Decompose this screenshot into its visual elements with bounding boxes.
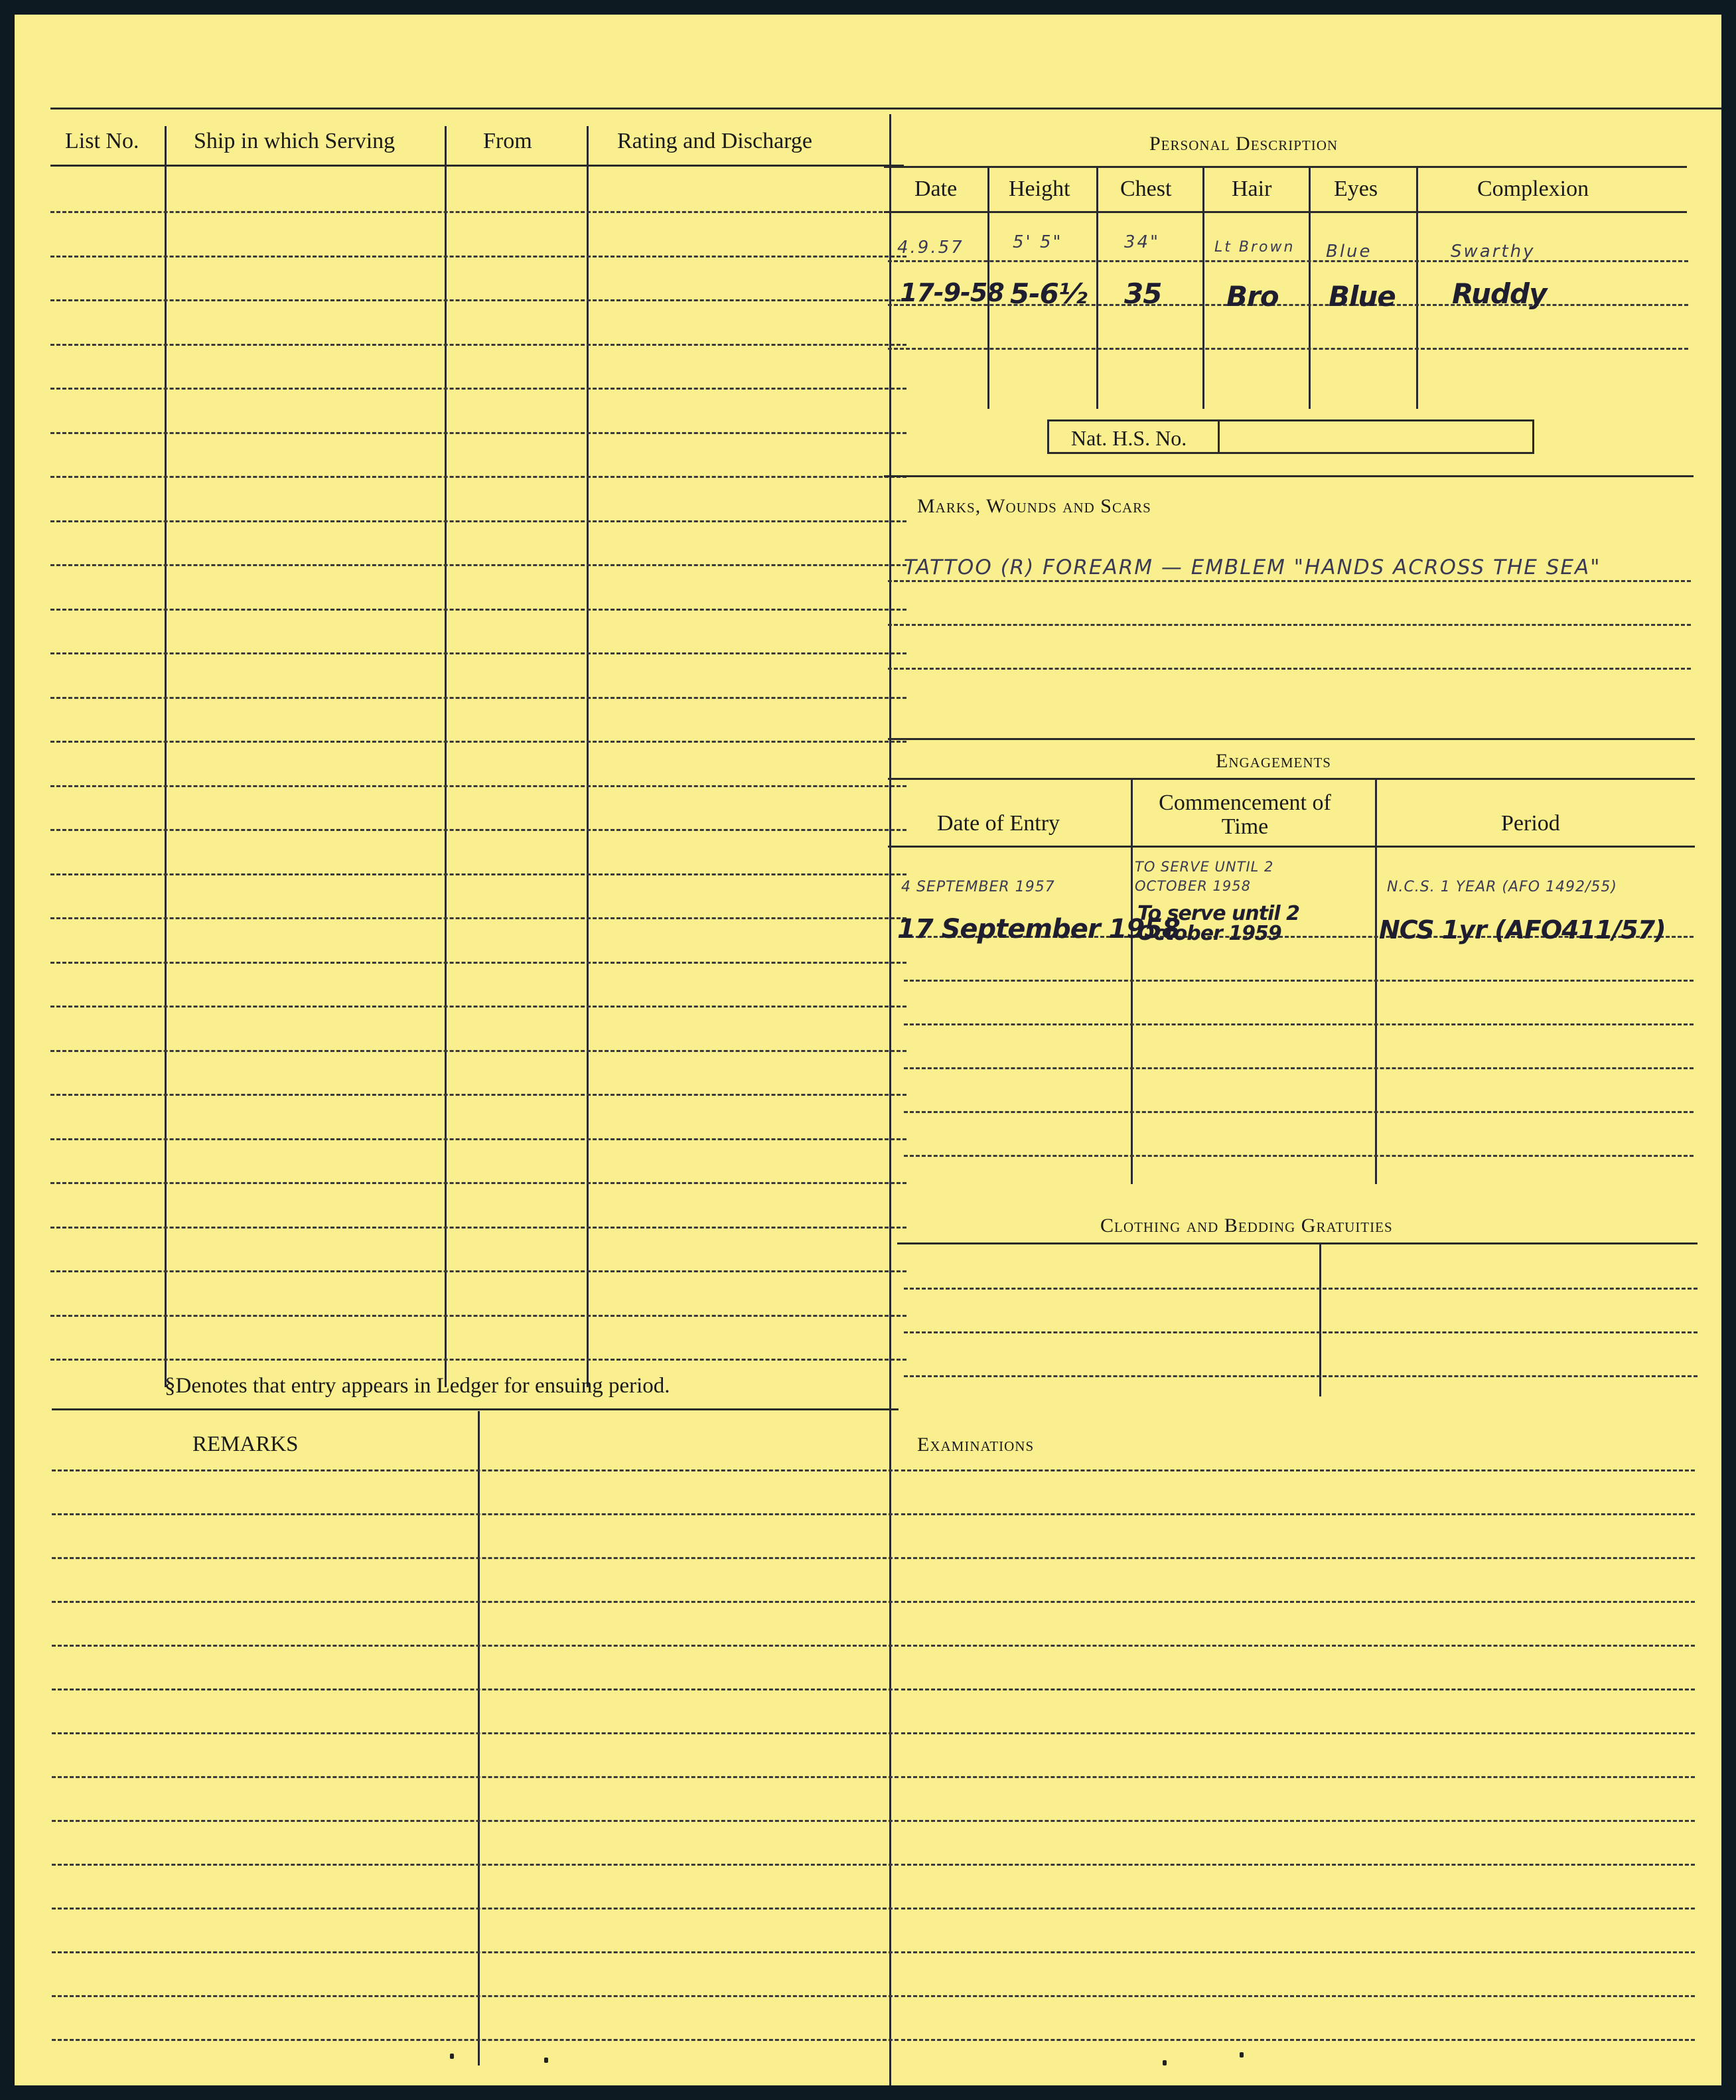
ruled-line [50, 256, 906, 258]
eng-header-period: Period [1501, 811, 1560, 836]
ruled-line [52, 1732, 899, 1734]
clothing-heading: Clothing and Bedding Gratuities [1100, 1215, 1393, 1237]
ruled-line [50, 1006, 906, 1008]
examinations-heading: Examinations [917, 1434, 1035, 1456]
pd-header-hair: Hair [1232, 177, 1272, 201]
ruled-line [52, 1557, 899, 1559]
engagements-heading: Engagements [1216, 750, 1331, 772]
nat-hs-label: Nat. H.S. No. [1071, 426, 1187, 450]
ruled-line [52, 1776, 899, 1778]
ruled-line [50, 1050, 906, 1052]
pd-row2-date: 17-9-58 [900, 278, 1004, 307]
ruled-line [901, 1688, 1695, 1690]
ruled-line [888, 624, 1691, 626]
pd-header-eyes: Eyes [1334, 177, 1378, 201]
marks-entry-1: TATTOO (R) FOREARM — EMBLEM "HANDS ACROSS THE SEA" [904, 556, 1601, 579]
ruled-line [50, 211, 906, 213]
ruled-line [904, 1023, 1694, 1025]
remarks-heading: REMARKS [192, 1432, 299, 1456]
ruled-line [888, 260, 1688, 262]
pd-row1-height: 5' 5" [1013, 232, 1063, 252]
ruled-line [50, 1359, 906, 1361]
ruled-line [50, 652, 906, 654]
ruled-line [901, 1557, 1695, 1559]
ruled-line [50, 1094, 906, 1096]
header-from: From [483, 129, 532, 153]
marks-heading: Marks, Wounds and Scars [917, 495, 1151, 517]
ruled-line [50, 1138, 906, 1140]
ruled-line [901, 1601, 1695, 1603]
ruled-line [50, 741, 906, 743]
ruled-line [50, 1182, 906, 1184]
ruled-line [901, 1469, 1695, 1471]
ruled-line [888, 668, 1691, 670]
ruled-line [50, 873, 906, 875]
pd-header-date: Date [914, 177, 958, 201]
ruled-line [50, 476, 906, 478]
pd-row2-height: 5-6½ [1010, 277, 1087, 310]
ruled-line [901, 1645, 1695, 1647]
ruled-line [50, 299, 906, 301]
pd-header-chest: Chest [1120, 177, 1172, 201]
ruled-line [52, 1995, 899, 1997]
ruled-line [50, 785, 906, 787]
ruled-line [52, 1951, 899, 1953]
pd-row2-eyes: Blue [1329, 280, 1396, 313]
ruled-line [52, 1513, 899, 1515]
header-list-no: List No. [65, 129, 139, 153]
ruled-line [50, 344, 906, 346]
ruled-line [52, 1820, 899, 1822]
ruled-line [901, 1820, 1695, 1822]
ruled-line [901, 1513, 1695, 1515]
ruled-line [904, 1067, 1694, 1069]
eng-row2-date: 17 September 1958 [897, 914, 1180, 944]
ruled-line [52, 1601, 899, 1603]
eng-row1-commencement: TO SERVE UNTIL 2 OCTOBER 1958 [1135, 859, 1274, 895]
ruled-line [904, 980, 1694, 982]
ruled-line [52, 2039, 899, 2041]
ruled-line [50, 962, 906, 964]
pd-header-height: Height [1009, 177, 1070, 201]
ruled-line [50, 917, 906, 919]
eng-header-commencement: Commencement of Time [1159, 790, 1331, 839]
pd-row1-chest: 34" [1124, 232, 1161, 252]
ruled-line [50, 388, 906, 390]
pd-row1-eyes: Blue [1326, 242, 1372, 262]
pd-row2-complexion: Ruddy [1452, 277, 1547, 310]
eng-row2-period: NCS 1yr (AFO411/57) [1379, 915, 1666, 944]
ruled-line [50, 520, 906, 522]
ruled-line [50, 829, 906, 831]
ruled-line [904, 1331, 1698, 1333]
personal-description-heading: Personal Description [1149, 133, 1338, 155]
ruled-line [52, 1908, 899, 1910]
ledger-footnote: §Denotes that entry appears in Ledger for ensuing period. [165, 1374, 670, 1398]
ruled-line [50, 1227, 906, 1229]
ruled-line [52, 1469, 899, 1471]
ruled-line [901, 1951, 1695, 1953]
eng-header-date-of-entry: Date of Entry [937, 811, 1060, 836]
ruled-line [50, 697, 906, 699]
eng-row2-commencement: To serve until 2 October 1959 [1137, 902, 1299, 945]
ruled-line [901, 2039, 1695, 2041]
ruled-line [901, 1864, 1695, 1866]
header-ship: Ship in which Serving [194, 129, 396, 153]
pd-row2-hair: Bro [1226, 280, 1279, 313]
pd-header-complexion: Complexion [1477, 177, 1589, 201]
ruled-line [888, 348, 1688, 350]
ruled-line [904, 1288, 1698, 1290]
ruled-line [888, 580, 1691, 582]
pd-row1-date: 4.9.57 [897, 238, 964, 258]
ruled-line [904, 1155, 1694, 1157]
ruled-line [901, 1995, 1695, 1997]
pd-row1-complexion: Swarthy [1451, 242, 1536, 262]
ruled-line [50, 1270, 906, 1272]
ruled-line [52, 1688, 899, 1690]
eng-row1-date: 4 SEPTEMBER 1957 [901, 879, 1055, 895]
ruled-line [50, 564, 906, 566]
pd-row2-chest: 35 [1124, 277, 1162, 310]
ruled-line [52, 1645, 899, 1647]
eng-row1-period: N.C.S. 1 YEAR (AFO 1492/55) [1387, 879, 1617, 895]
ruled-line [901, 1776, 1695, 1778]
ruled-line [52, 1864, 899, 1866]
ruled-line [904, 1111, 1694, 1113]
ruled-line [901, 1908, 1695, 1910]
record-card [15, 15, 1721, 2085]
ruled-line [888, 304, 1688, 306]
ruled-line [50, 1315, 906, 1317]
ruled-line [50, 609, 906, 611]
pd-row1-hair: Lt Brown [1214, 239, 1295, 256]
ruled-line [904, 1375, 1698, 1377]
ruled-line [901, 1732, 1695, 1734]
ruled-line [50, 432, 906, 434]
header-rating-discharge: Rating and Discharge [617, 129, 812, 153]
